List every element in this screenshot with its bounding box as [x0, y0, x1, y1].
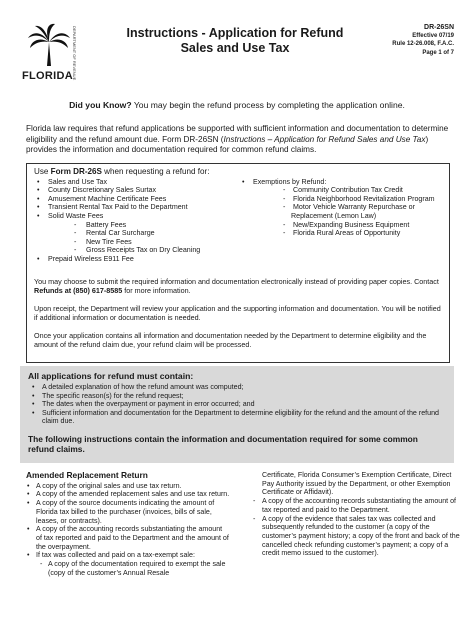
list-item: • A copy of the original sales and use tax return. — [26, 482, 230, 491]
requirements-list — [28, 383, 446, 426]
list-item: • Sales and Use Tax — [34, 178, 239, 187]
refunds-phone: at (850) 617-8585 — [62, 285, 123, 295]
intro-text-1: Florida law requires that refund applications be supported with sufficient information and documentation to determine eligibility and the refund amount due. Form DR-26SN ( — [26, 124, 449, 144]
form-meta — [392, 24, 454, 57]
intro-text-2: ) provides the information and documentation required for common refund claims. — [26, 134, 429, 154]
form-number: DR-26SN — [424, 24, 454, 31]
review-paragraph: Upon receipt, the Department will review your application and the supporting information and documentation. You will be notified if additional information or documentation is needed. — [34, 303, 441, 322]
list-subitem-continued: Certificate, Florida Consumer’s Exemption Certificate, Direct Pay Authority issued by the Department, or other Exemption Certificate or Affidavit). — [262, 471, 452, 497]
amended-list — [26, 482, 230, 578]
logo-department-label: DEPARTMENT OF REVENUE — [72, 26, 77, 81]
amended-return-left-column — [26, 471, 230, 577]
section-heading: Amended Replacement Return — [26, 470, 148, 480]
use-prefix: Use — [34, 167, 51, 176]
list-item: • A detailed explanation of how the refund amount was computed; — [28, 383, 446, 392]
intro-paragraph — [26, 124, 454, 156]
requirements-box — [20, 366, 454, 463]
list-subitem: - Gross Receipts Tax on Dry Cleaning — [34, 246, 239, 255]
title-line-2: Sales and Use Tax — [180, 41, 290, 55]
list-subitem: - Battery Fees — [34, 221, 239, 230]
document-title — [110, 26, 360, 56]
exemptions-heading: • Exemptions by Refund: — [239, 178, 439, 187]
processing-paragraph: Once your application contains all information and documentation needed by the Department to determine eligibility and the amount of the refund claim due, your refund claim will be processed. — [34, 330, 427, 349]
list-subitem: - Community Contribution Tax Credit — [239, 186, 439, 195]
electronic-submission-paragraph — [34, 277, 442, 295]
list-subitem: - Motor Vehicle Warranty Repurchase or — [239, 203, 439, 212]
list-item: • Sufficient information and documentation for the Department to determine eligibility for the refund and the amount of the refund claim due. — [28, 409, 446, 426]
use-suffix: when requesting a refund for: — [101, 167, 210, 176]
page-number: Page 1 of 7 — [422, 49, 454, 56]
use-form-box — [26, 163, 450, 363]
intro-form-title: Instructions – Application for Refund Sales and Use Tax — [223, 134, 426, 144]
list-subitem: - Florida Neighborhood Revitalization Program — [239, 195, 439, 204]
refunds-label: Refunds — [34, 285, 63, 295]
list-item: • The dates when the overpayment or payment in error occurred; and — [28, 400, 446, 409]
list-subitem: - Florida Rural Areas of Opportunity — [239, 229, 439, 238]
para1-text-a: You may choose to submit the required information and documentation electronically instead of providing paper copies. Contact — [34, 276, 439, 286]
para1-text-b: for more information. — [122, 285, 191, 295]
requirements-footer: The following instructions contain the information and documentation required for some common refund claims. — [28, 433, 418, 455]
refund-types-list — [34, 178, 239, 264]
amended-return-right-column — [248, 471, 460, 558]
list-item: • A copy of the source documents indicating the amount of Florida tax billed to the purchaser (invoices, bills of sale, leases, or contracts). — [26, 499, 230, 525]
did-you-know — [0, 100, 474, 110]
list-item: • Solid Waste Fees — [34, 212, 239, 221]
list-subitem: - A copy of the documentation required to exempt the sale (copy of the customer’s Annual Resale — [26, 560, 230, 577]
list-item: • Amusement Machine Certificate Fees — [34, 195, 239, 204]
list-item: • If tax was collected and paid on a tax-exempt sale: — [26, 551, 230, 560]
logo-wordmark: FLORIDA — [22, 70, 73, 82]
list-item: • Prepaid Wireless E911 Fee — [34, 255, 239, 264]
list-item: • The specific reason(s) for the refund request; — [28, 392, 446, 401]
use-form-number: Form DR-26S — [50, 167, 102, 176]
exemptions-list — [239, 178, 439, 264]
did-you-know-label: Did you Know? — [69, 100, 132, 110]
list-subitem: - A copy of the accounting records substantiating the amount of tax reported and paid to the Department. — [248, 497, 460, 514]
list-subitem: - Rental Car Surcharge — [34, 229, 239, 238]
did-you-know-text: You may begin the refund process by completing the application online. — [131, 100, 405, 110]
use-form-heading — [34, 168, 442, 177]
rule-reference: Rule 12-26.008, F.A.C. — [392, 41, 454, 48]
florida-dor-logo — [22, 22, 82, 84]
list-subitem: - New Tire Fees — [34, 238, 239, 247]
list-subitem-continued: Replacement (Lemon Law) — [291, 211, 377, 220]
amended-list-continued — [248, 471, 460, 558]
list-subitem: - New/Expanding Business Equipment — [239, 221, 439, 230]
effective-date: Effective 07/19 — [412, 33, 454, 40]
list-item: • Transient Rental Tax Paid to the Department — [34, 203, 239, 212]
list-subitem: - A copy of the evidence that sales tax was collected and subsequently refunded to the customer (a copy of the customer’s payment history; a copy of the front and back of the cancelled check refunding customer’s payment; a copy of a credit memo issued to the customer). — [248, 515, 460, 559]
title-line-1: Instructions - Application for Refund — [126, 26, 344, 40]
palm-tree-icon — [26, 22, 72, 68]
list-item: • County Discretionary Sales Surtax — [34, 186, 239, 195]
list-item: • A copy of the accounting records substantiating the amount of tax reported and paid to the Department and the amount of the overpayment. — [26, 525, 230, 551]
list-item: • A copy of the amended replacement sales and use tax return. — [26, 490, 230, 499]
requirements-heading: All applications for refund must contain: — [28, 371, 194, 381]
